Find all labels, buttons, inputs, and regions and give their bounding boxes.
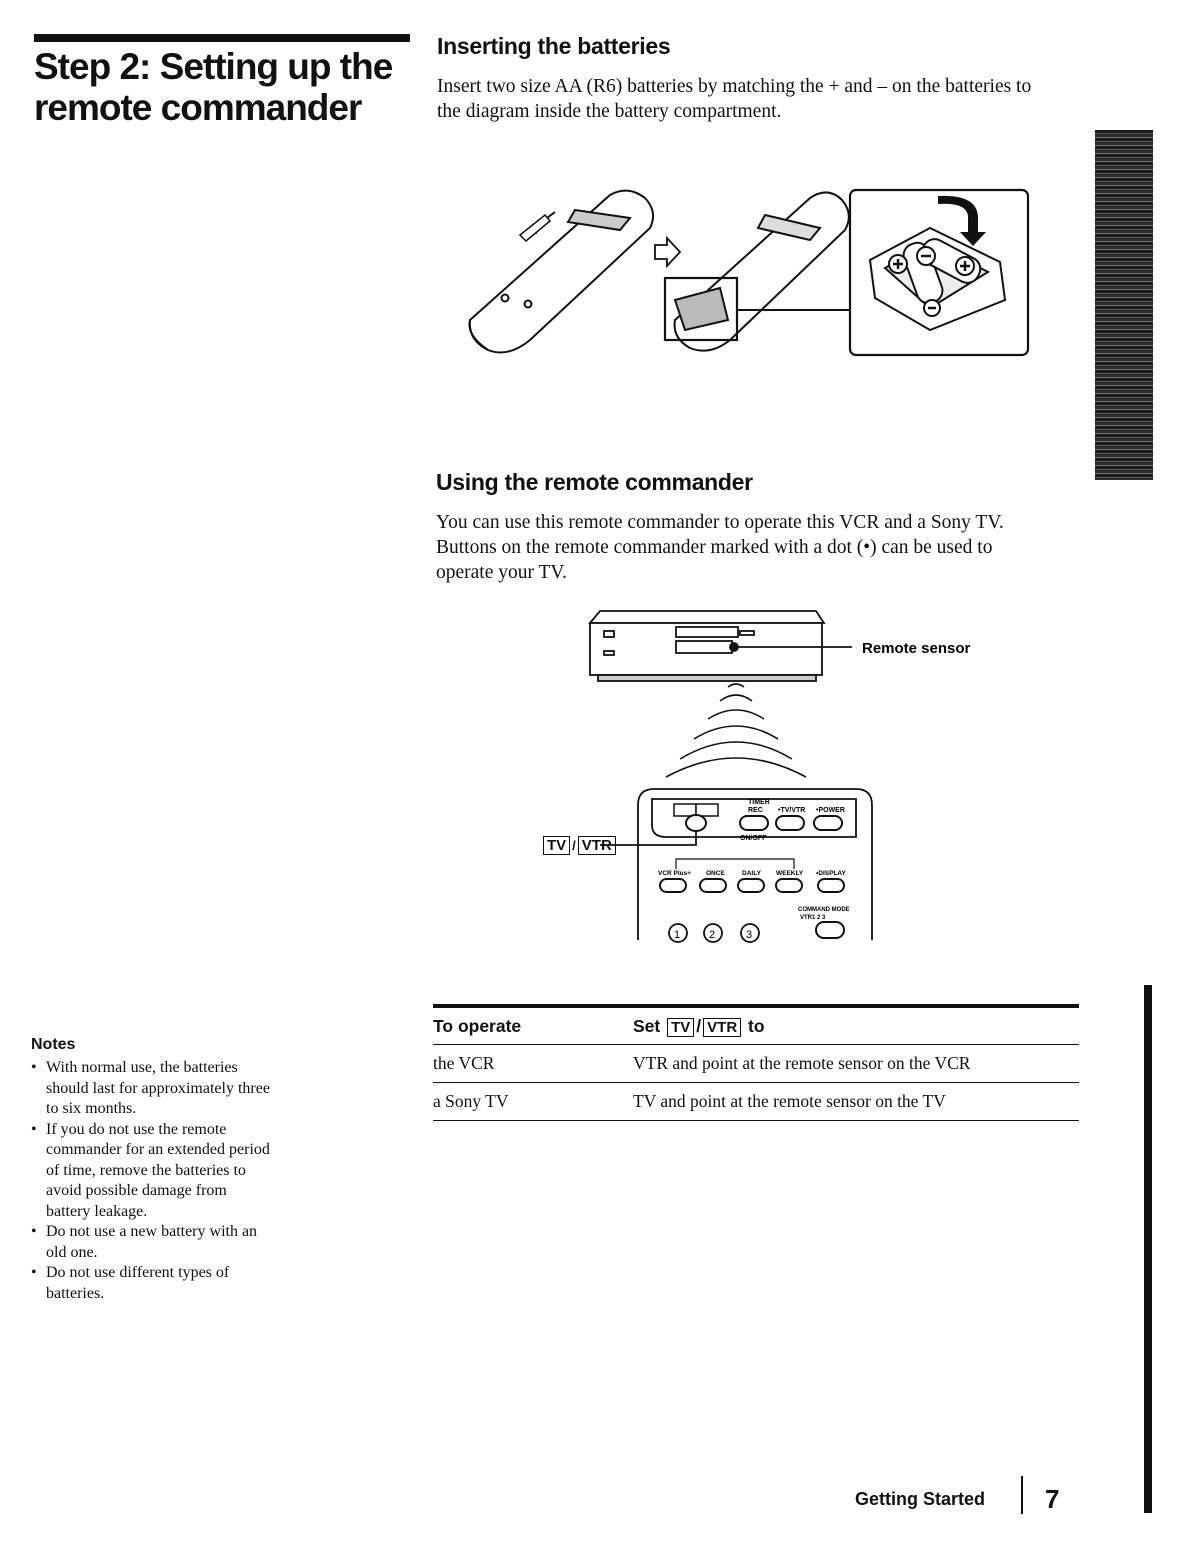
table-header-set-prefix: Set <box>633 1015 661 1036</box>
table-cell-setting: VTR and point at the remote sensor on the VCR <box>633 1053 971 1073</box>
tv-vtr-switch <box>686 815 706 831</box>
table-header-key-sep: / <box>696 1015 702 1036</box>
button-label-daily: DAILY <box>742 870 761 877</box>
command-mode-switch <box>816 922 844 938</box>
button-label-display: •DISPLAY <box>816 870 846 877</box>
switch-key-vtr: VTR <box>578 836 616 855</box>
operation-table <box>433 1004 1079 1121</box>
table-cell-target: the VCR <box>433 1053 495 1073</box>
inserting-body: Insert two size AA (R6) batteries by matching the + and – on the batteries to the diagram inside the battery compartment. <box>437 76 1032 122</box>
notes-heading: Notes <box>31 1036 76 1053</box>
remote-back-closed <box>469 191 653 353</box>
note-item: • Do not use different types of batteries. <box>31 1263 271 1304</box>
slide-arrow-shape <box>520 215 550 241</box>
tvvtr-button <box>776 816 804 830</box>
next-step-arrow-icon <box>655 238 680 266</box>
section-thumb-tab <box>1095 130 1153 480</box>
tv-switch-key <box>674 804 696 816</box>
table-cell-setting: TV and point at the remote sensor on the TV <box>633 1091 946 1111</box>
remote-back-open <box>665 192 849 350</box>
table-row <box>433 1083 1079 1121</box>
number-button-2: 2 <box>709 929 716 941</box>
button-label-power: •POWER <box>816 807 845 814</box>
table-header-operate: To operate <box>433 1015 522 1036</box>
table-header-key-tv: TV <box>667 1018 694 1037</box>
page-number: 7 <box>1045 1484 1060 1514</box>
page-edge-bar <box>1144 985 1152 1513</box>
command-mode-label: COMMAND MODE <box>798 907 850 913</box>
table-cell-target: a Sony TV <box>433 1091 509 1111</box>
switch-callout <box>541 836 618 855</box>
button-label-vcrplus: VCR Plus+ <box>658 870 692 877</box>
remote-sensor-label: Remote sensor <box>862 640 971 657</box>
button-label-once: ONCE <box>706 870 725 877</box>
vtr-mode-label: VTR1 2 3 <box>800 915 826 921</box>
button-label-onoff: ON/OFF <box>740 835 767 842</box>
button-label-timer: TIMER <box>748 799 770 806</box>
button-label-rec: REC <box>748 807 763 814</box>
section-heading-using: Using the remote commander <box>436 469 753 495</box>
note-item: • With normal use, the batteries should last for approximately three to six months. <box>31 1058 271 1120</box>
notes-list <box>31 1058 271 1304</box>
switch-key-sep: / <box>572 838 576 853</box>
table-row <box>433 1045 1079 1083</box>
section-heading-inserting: Inserting the batteries <box>437 33 671 59</box>
table-header-key-vtr: VTR <box>703 1018 741 1037</box>
infrared-signal-icon <box>666 684 806 777</box>
rec-button <box>740 816 768 830</box>
table-header-row <box>433 1008 1079 1045</box>
number-button-3: 3 <box>746 929 753 941</box>
power-button <box>814 816 842 830</box>
number-button-1: 1 <box>674 929 681 941</box>
switch-key-tv: TV <box>543 836 570 855</box>
footer-divider <box>1021 1476 1023 1514</box>
table-header-set-suffix: to <box>748 1015 765 1036</box>
title-rule <box>34 34 410 42</box>
button-label-tvvtr: •TV/VTR <box>778 807 806 814</box>
battery-insertion-illustration <box>460 180 1040 380</box>
button-label-weekly: WEEKLY <box>776 870 804 877</box>
vcr-unit <box>590 611 824 681</box>
vcr-remote-illustration <box>560 605 1000 950</box>
table-header-set <box>633 1016 765 1037</box>
page-title: Step 2: Setting up the remote commander <box>34 46 393 128</box>
vtr-switch-key <box>696 804 718 816</box>
footer-section-label: Getting Started <box>855 1489 986 1509</box>
using-body: You can use this remote commander to operate this VCR and a Sony TV. Buttons on the remote commander marked with a dot (•) can be used to operate your TV. <box>436 512 1004 583</box>
note-item: • If you do not use the remote commander for an extended period of time, remove the batteries to avoid possible damage from battery leakage. <box>31 1120 271 1223</box>
note-item: • Do not use a new battery with an old one. <box>31 1222 271 1263</box>
